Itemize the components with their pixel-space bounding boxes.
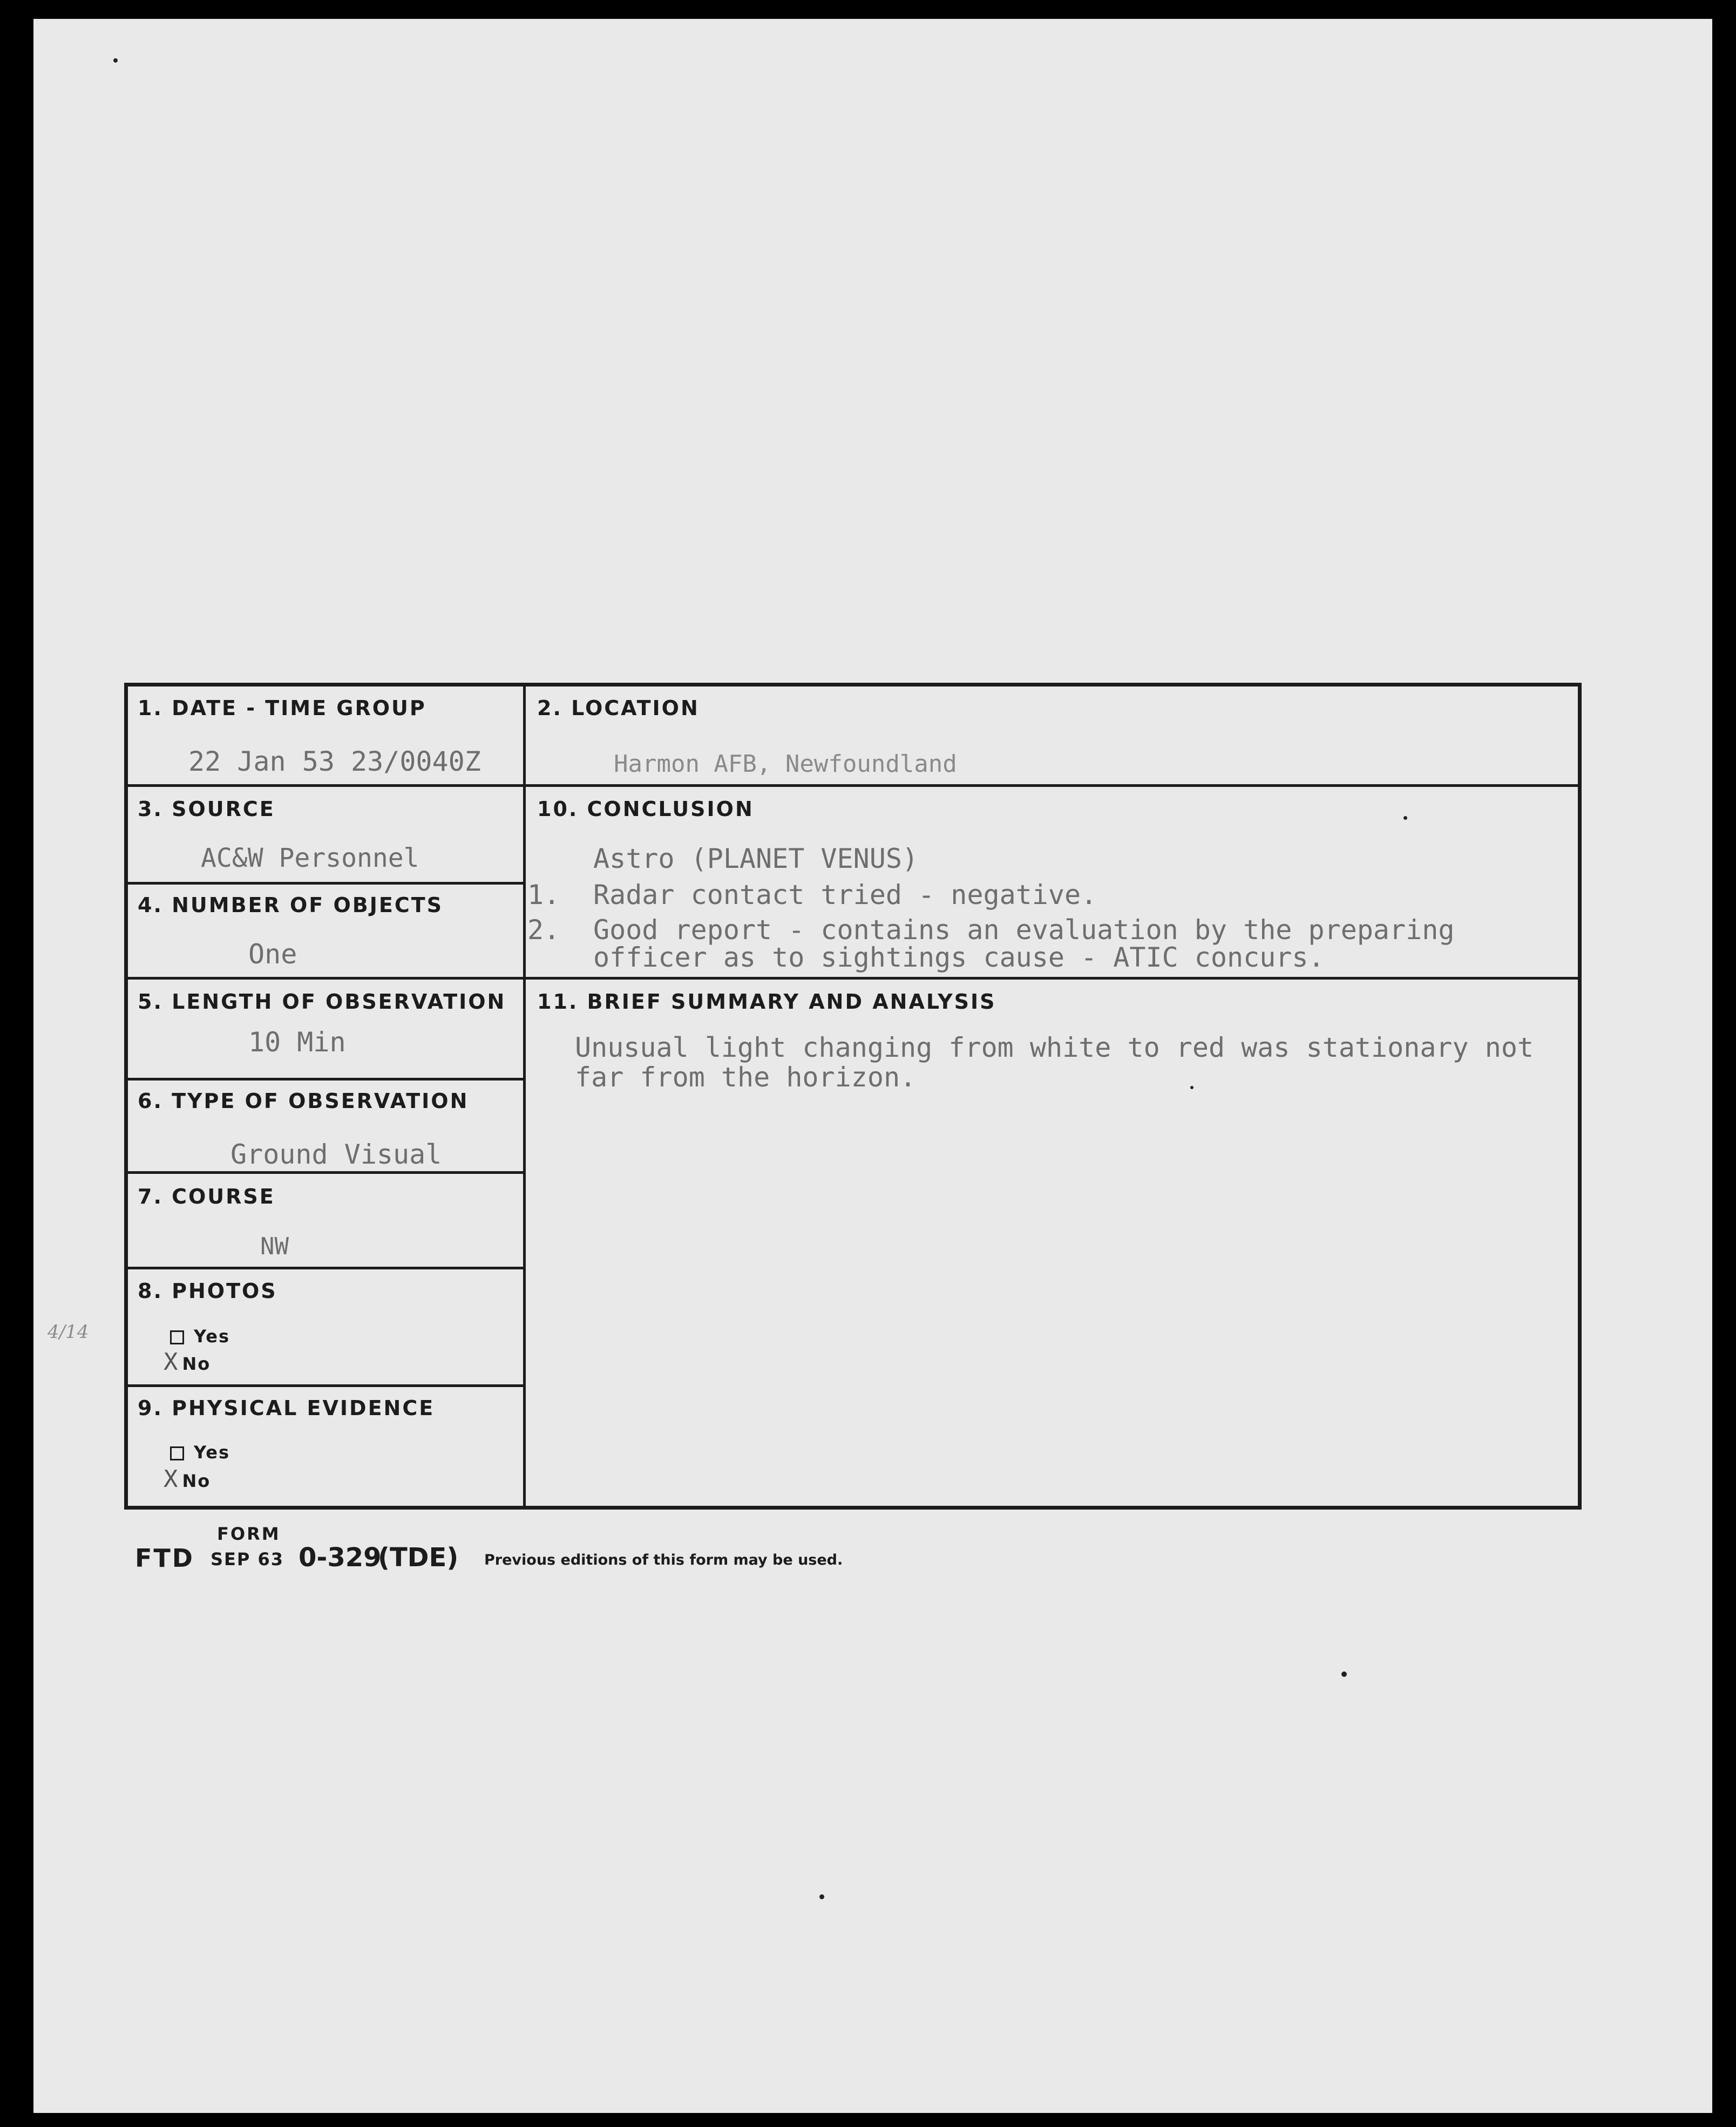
paper-speck (1341, 1671, 1347, 1677)
row-divider (128, 1171, 525, 1174)
photos-label: 8. PHOTOS (138, 1279, 277, 1303)
location-label: 2. LOCATION (537, 696, 700, 720)
column-divider (523, 687, 526, 1507)
date-time-label: 1. DATE - TIME GROUP (138, 696, 426, 720)
conclusion-label: 10. CONCLUSION (537, 797, 754, 821)
previous-editions-note: Previous editions of this form may be used. (484, 1552, 843, 1568)
row-divider (128, 1267, 525, 1269)
row-divider (128, 1078, 525, 1081)
photos-yes-label: Yes (194, 1326, 230, 1347)
photos-no-label: No (182, 1354, 211, 1374)
source-label: 3. SOURCE (138, 797, 275, 821)
row-divider (128, 1384, 525, 1387)
summary-line-2: far from the horizon. (575, 1062, 917, 1093)
conclusion-item-2-line-1: Good report - contains an evaluation by the preparing (593, 914, 1455, 946)
conclusion-item-number: 2. (527, 914, 560, 946)
checkbox-empty-icon (170, 1330, 184, 1344)
physical-evidence-label: 9. PHYSICAL EVIDENCE (138, 1396, 435, 1420)
row-divider (128, 784, 1580, 787)
type-of-observation-label: 6. TYPE OF OBSERVATION (138, 1089, 469, 1113)
form-number: 0-329 (299, 1542, 382, 1573)
form-word: FORM (217, 1524, 281, 1544)
checkbox-x-icon: X (164, 1465, 179, 1493)
photos-yes-option[interactable] (170, 1326, 230, 1347)
paper-speck (819, 1894, 824, 1899)
project-record-card (124, 683, 1582, 1510)
location-value: Harmon AFB, Newfoundland (614, 750, 957, 778)
course-value: NW (260, 1233, 289, 1260)
paper-speck (113, 58, 118, 63)
margin-note: 4/14 (48, 1321, 89, 1343)
physical-evidence-no-option[interactable] (164, 1465, 211, 1493)
checkbox-x-icon: X (164, 1348, 179, 1376)
summary-line-1: Unusual light changing from white to red was stationary not (575, 1032, 1534, 1063)
row-divider (128, 882, 525, 885)
source-value: AC&W Personnel (201, 843, 419, 873)
course-label: 7. COURSE (138, 1185, 275, 1208)
conclusion-item-2-line-2: officer as to sightings cause - ATIC concurs. (593, 942, 1325, 973)
row-divider (128, 977, 1580, 980)
length-of-observation-label: 5. LENGTH OF OBSERVATION (138, 990, 506, 1014)
form-suffix: (TDE) (378, 1542, 459, 1573)
type-of-observation-value: Ground Visual (230, 1139, 442, 1170)
physical-evidence-yes-label: Yes (194, 1442, 230, 1463)
form-date: SEP 63 (211, 1549, 284, 1569)
number-of-objects-label: 4. NUMBER OF OBJECTS (138, 893, 444, 917)
summary-label: 11. BRIEF SUMMARY AND ANALYSIS (537, 990, 996, 1014)
form-org: FTD (135, 1544, 194, 1573)
photos-no-option[interactable] (164, 1348, 211, 1376)
checkbox-empty-icon (170, 1446, 184, 1460)
date-time-value: 22 Jan 53 23/0040Z (188, 746, 481, 777)
conclusion-value: Astro (PLANET VENUS) (593, 843, 919, 874)
length-of-observation-value: 10 Min (248, 1027, 346, 1058)
number-of-objects-value: One (248, 939, 297, 970)
conclusion-item-number: 1. (527, 879, 560, 910)
physical-evidence-no-label: No (182, 1471, 211, 1491)
conclusion-item-1: Radar contact tried - negative. (593, 879, 1097, 910)
physical-evidence-yes-option[interactable] (170, 1442, 230, 1463)
